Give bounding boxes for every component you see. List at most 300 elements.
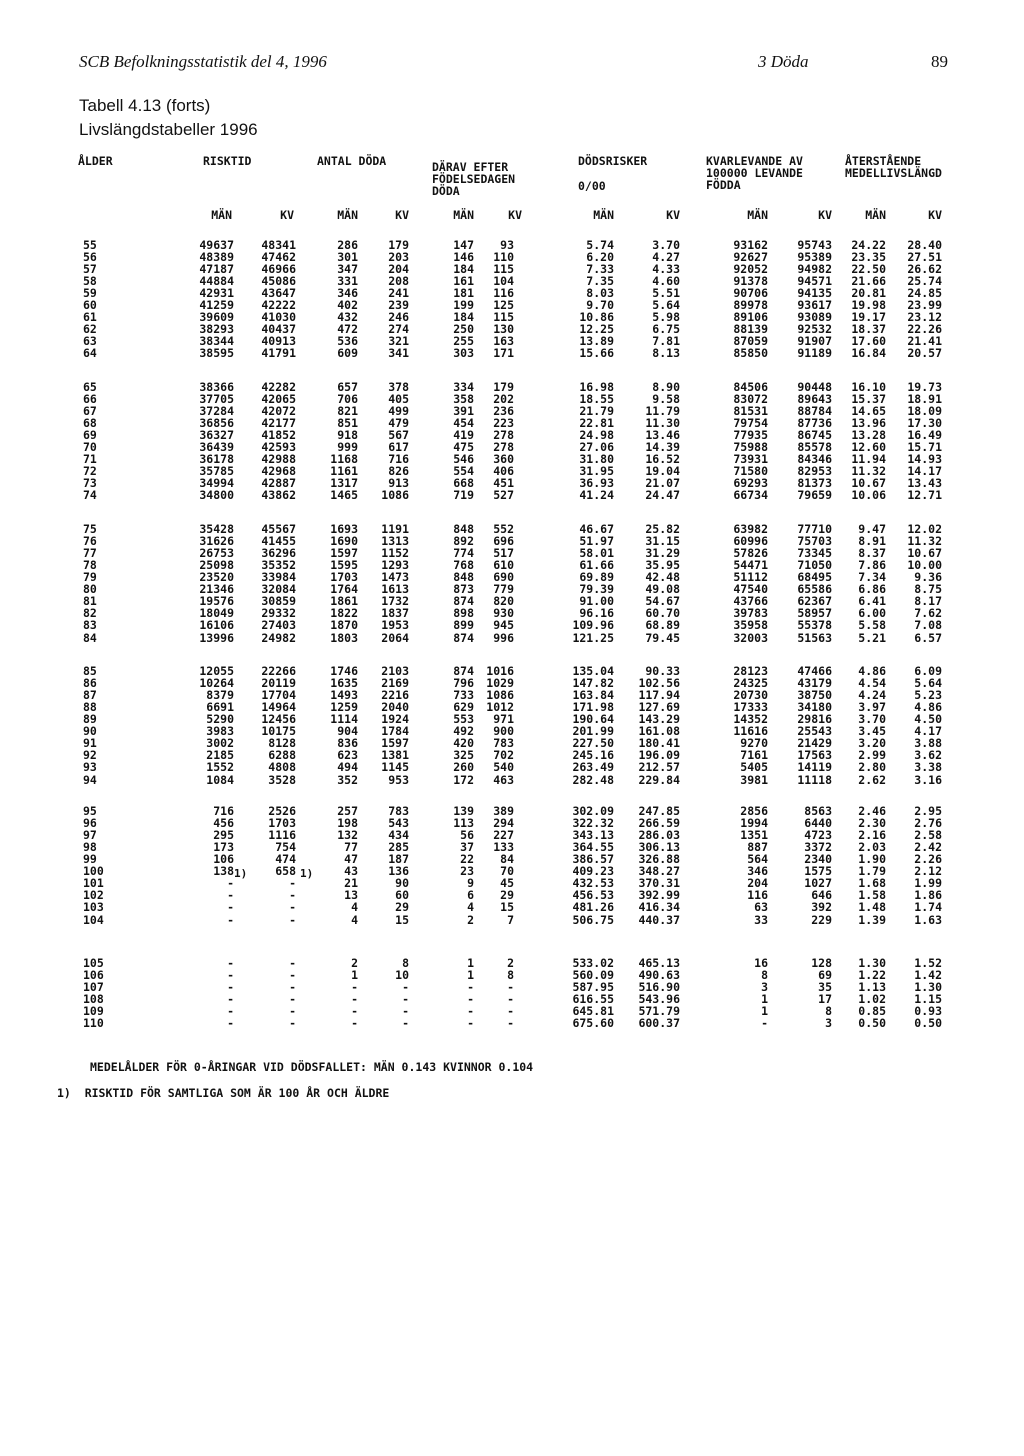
cell-ater-kv: 23.99 xyxy=(907,298,942,313)
cell-antal-man: 47 xyxy=(344,852,358,867)
cell-risktid-kv: 33984 xyxy=(261,570,296,585)
cell-antal-kv: 617 xyxy=(388,440,409,455)
cell-antal-kv: 15 xyxy=(395,912,409,927)
cell-risktid-kv: - xyxy=(289,956,296,970)
cell-darav-man: 255 xyxy=(453,334,474,349)
cell-ater-kv: 18.91 xyxy=(907,392,942,407)
cell-risktid-kv: 40437 xyxy=(261,322,296,337)
cell-ater-kv: 1.42 xyxy=(914,968,942,982)
cell-darav-man: 147 xyxy=(453,238,474,252)
cell-ater-kv: 5.64 xyxy=(914,676,942,690)
cell-kvarl-man: 32003 xyxy=(733,630,768,645)
cell-risktid-man: 31626 xyxy=(199,534,234,548)
cell-risk-man: 481.26 xyxy=(572,900,614,915)
cell-ater-man: 1.02 xyxy=(858,992,886,1007)
cell-ater-man: 11.32 xyxy=(851,464,886,479)
cell-darav-kv: 1029 xyxy=(486,676,514,690)
cell-antal-kv: 1613 xyxy=(381,582,409,597)
cell-age: 85 xyxy=(83,664,97,678)
cell-age: 109 xyxy=(83,1004,104,1019)
cell-risk-kv: 143.29 xyxy=(638,712,680,727)
cell-kvarl-man: 89978 xyxy=(733,298,768,313)
cell-ater-man: 15.37 xyxy=(851,392,886,407)
cell-ater-kv: 2.95 xyxy=(914,804,942,818)
cell-risktid-kv: 48341 xyxy=(261,238,296,252)
cell-darav-man: 6 xyxy=(467,888,474,903)
table-row xyxy=(0,632,1024,644)
cell-age: 110 xyxy=(83,1016,104,1031)
cell-age: 105 xyxy=(83,956,104,970)
cell-darav-man: 139 xyxy=(453,804,474,818)
cell-ater-kv: 1.86 xyxy=(914,888,942,903)
cell-risk-man: 135.04 xyxy=(572,664,614,678)
cell-risk-kv: 11.79 xyxy=(645,404,680,419)
cell-ater-kv: 23.12 xyxy=(907,310,942,325)
cell-antal-man: 286 xyxy=(337,238,358,252)
cell-antal-man: 402 xyxy=(337,298,358,313)
cell-risk-man: 8.03 xyxy=(586,286,614,301)
cell-antal-man: 1861 xyxy=(330,594,358,609)
cell-risk-kv: 16.52 xyxy=(645,452,680,467)
cell-darav-kv: 227 xyxy=(493,828,514,843)
cell-ater-kv: 3.16 xyxy=(914,772,942,787)
cell-age: 80 xyxy=(83,582,97,597)
cell-darav-kv: 130 xyxy=(493,322,514,337)
cell-antal-man: - xyxy=(351,992,358,1007)
cell-age: 68 xyxy=(83,416,97,431)
cell-ater-man: 2.46 xyxy=(858,804,886,818)
cell-risktid-man: 47187 xyxy=(199,262,234,277)
cell-risktid-kv: - xyxy=(289,1016,296,1031)
cell-kvarl-man: 17333 xyxy=(733,700,768,715)
cell-risktid-man: - xyxy=(227,1016,234,1031)
cell-risk-man: 46.67 xyxy=(579,522,614,536)
cell-risk-kv: 5.98 xyxy=(652,310,680,325)
cell-risk-kv: 326.88 xyxy=(638,852,680,867)
cell-risk-kv: 180.41 xyxy=(638,736,680,751)
cell-kvarl-man: 60996 xyxy=(733,534,768,548)
cell-risktid-kv: 20119 xyxy=(261,676,296,690)
cell-age: 57 xyxy=(83,262,97,277)
cell-age: 65 xyxy=(83,380,97,394)
cell-risk-man: 364.55 xyxy=(572,840,614,855)
table-row xyxy=(0,619,1024,631)
subheader-antal-kv: KV xyxy=(395,208,409,222)
cell-age: 89 xyxy=(83,712,97,727)
cell-antal-man: 1168 xyxy=(330,452,358,467)
cell-risk-kv: 600.37 xyxy=(638,1016,680,1031)
cell-ater-man: 1.30 xyxy=(858,956,886,970)
cell-antal-kv: 1152 xyxy=(381,546,409,561)
cell-ater-man: 4.54 xyxy=(858,676,886,690)
cell-darav-man: 199 xyxy=(453,298,474,313)
cell-kvarl-kv: 65586 xyxy=(797,582,832,597)
cell-antal-man: 1 xyxy=(351,968,358,982)
cell-risk-kv: 392.99 xyxy=(638,888,680,903)
cell-risk-man: 51.97 xyxy=(579,534,614,548)
cell-antal-kv: - xyxy=(402,980,409,995)
cell-antal-man: 346 xyxy=(337,286,358,301)
cell-darav-man: 848 xyxy=(453,570,474,585)
section-title: 3 Döda xyxy=(758,52,809,71)
cell-risktid-man: - xyxy=(227,912,234,927)
cell-risk-man: 69.89 xyxy=(579,570,614,585)
cell-risk-kv: 543.96 xyxy=(638,992,680,1007)
cell-ater-kv: 16.49 xyxy=(907,428,942,443)
cell-antal-man: 609 xyxy=(337,346,358,361)
cell-risk-kv: 90.33 xyxy=(645,664,680,678)
cell-ater-kv: 8.75 xyxy=(914,582,942,597)
cell-darav-kv: 463 xyxy=(493,772,514,787)
cell-age: 74 xyxy=(83,488,97,503)
cell-kvarl-man: 57826 xyxy=(733,546,768,561)
cell-ater-kv: 6.09 xyxy=(914,664,942,678)
cell-antal-man: 77 xyxy=(344,840,358,855)
cell-darav-man: 554 xyxy=(453,464,474,479)
cell-kvarl-kv: 55378 xyxy=(797,618,832,633)
cell-kvarl-kv: 87736 xyxy=(797,416,832,431)
cell-risk-man: 13.89 xyxy=(579,334,614,349)
cell-risk-man: 91.00 xyxy=(579,594,614,609)
cell-darav-man: 420 xyxy=(453,736,474,751)
cell-darav-kv: 115 xyxy=(493,262,514,277)
cell-risk-man: 121.25 xyxy=(572,630,614,645)
cell-kvarl-kv: 4723 xyxy=(804,828,832,843)
cell-risktid-man: - xyxy=(227,956,234,970)
cell-kvarl-kv: 6440 xyxy=(804,816,832,830)
cell-kvarl-kv: 43179 xyxy=(797,676,832,690)
cell-darav-kv: 690 xyxy=(493,570,514,585)
cell-ater-kv: 7.62 xyxy=(914,606,942,621)
cell-age: 100 xyxy=(83,864,104,879)
header-alder: ÅLDER xyxy=(78,154,113,168)
cell-risk-man: 616.55 xyxy=(572,992,614,1007)
cell-kvarl-man: 84506 xyxy=(733,380,768,394)
cell-ater-man: 6.41 xyxy=(858,594,886,609)
cell-kvarl-kv: 17563 xyxy=(797,748,832,763)
cell-kvarl-kv: 68495 xyxy=(797,570,832,585)
cell-kvarl-kv: 75703 xyxy=(797,534,832,548)
cell-ater-man: 8.37 xyxy=(858,546,886,561)
cell-risk-man: 587.95 xyxy=(572,980,614,995)
cell-antal-man: 536 xyxy=(337,334,358,349)
cell-antal-kv: 2103 xyxy=(381,664,409,678)
cell-risktid-man: 34994 xyxy=(199,476,234,491)
cell-kvarl-man: 39783 xyxy=(733,606,768,621)
cell-ater-man: 12.60 xyxy=(851,440,886,455)
cell-risk-kv: 14.39 xyxy=(645,440,680,455)
cell-risktid-kv: 3528 xyxy=(268,772,296,787)
cell-darav-man: 874 xyxy=(453,630,474,645)
cell-darav-kv: 945 xyxy=(493,618,514,633)
cell-risktid-man: 21346 xyxy=(199,582,234,597)
cell-kvarl-man: 24325 xyxy=(733,676,768,690)
cell-risk-man: 36.93 xyxy=(579,476,614,491)
cell-kvarl-kv: 25543 xyxy=(797,724,832,739)
cell-risktid-man: 138 xyxy=(213,864,234,879)
cell-antal-kv: 1313 xyxy=(381,534,409,548)
cell-darav-kv: 517 xyxy=(493,546,514,561)
cell-ater-kv: 2.12 xyxy=(914,864,942,879)
cell-kvarl-man: 20730 xyxy=(733,688,768,703)
cell-risktid-man: 42931 xyxy=(199,286,234,301)
cell-risk-kv: 19.04 xyxy=(645,464,680,479)
cell-kvarl-kv: 84346 xyxy=(797,452,832,467)
cell-ater-kv: 25.74 xyxy=(907,274,942,289)
cell-kvarl-kv: 94982 xyxy=(797,262,832,277)
cell-risktid-kv: 43862 xyxy=(261,488,296,503)
cell-kvarl-kv: 11118 xyxy=(797,772,832,787)
cell-antal-kv: - xyxy=(402,992,409,1007)
cell-risk-man: 227.50 xyxy=(572,736,614,751)
cell-age: 95 xyxy=(83,804,97,818)
cell-kvarl-man: 69293 xyxy=(733,476,768,491)
cell-ater-kv: 13.43 xyxy=(907,476,942,491)
footnote-mark-risktid-man: 1) xyxy=(234,867,248,880)
cell-risktid-man: 8379 xyxy=(206,688,234,703)
cell-ater-man: 6.86 xyxy=(858,582,886,597)
cell-risk-kv: 13.46 xyxy=(645,428,680,443)
cell-age: 90 xyxy=(83,724,97,739)
cell-risktid-man: 37284 xyxy=(199,404,234,419)
cell-risk-man: 302.09 xyxy=(572,804,614,818)
cell-darav-man: 9 xyxy=(467,876,474,891)
cell-age: 84 xyxy=(83,630,97,645)
cell-kvarl-kv: 47466 xyxy=(797,664,832,678)
cell-antal-kv: 1293 xyxy=(381,558,409,573)
cell-age: 56 xyxy=(83,250,97,265)
cell-kvarl-man: 35958 xyxy=(733,618,768,633)
cell-risktid-man: 35785 xyxy=(199,464,234,479)
cell-risktid-kv: 17704 xyxy=(261,688,296,703)
cell-age: 102 xyxy=(83,888,104,903)
cell-risktid-man: 106 xyxy=(213,852,234,867)
cell-darav-man: - xyxy=(467,1004,474,1019)
cell-risktid-kv: 35352 xyxy=(261,558,296,573)
table-row xyxy=(0,1017,1024,1029)
cell-risk-kv: 516.90 xyxy=(638,980,680,995)
cell-risktid-kv: - xyxy=(289,980,296,995)
cell-darav-man: 668 xyxy=(453,476,474,491)
cell-age: 98 xyxy=(83,840,97,855)
cell-antal-man: 1703 xyxy=(330,570,358,585)
cell-ater-kv: 15.71 xyxy=(907,440,942,455)
cell-risktid-man: 38344 xyxy=(199,334,234,349)
cell-ater-kv: 7.08 xyxy=(914,618,942,633)
cell-darav-kv: 696 xyxy=(493,534,514,548)
cell-kvarl-man: 887 xyxy=(747,840,768,855)
cell-ater-man: 1.39 xyxy=(858,912,886,927)
cell-risktid-kv: - xyxy=(289,876,296,891)
cell-darav-kv: 70 xyxy=(500,864,514,879)
cell-risk-kv: 490.63 xyxy=(638,968,680,982)
cell-darav-man: 2 xyxy=(467,912,474,927)
cell-kvarl-man: 54471 xyxy=(733,558,768,573)
subheader-darav-man: MÄN xyxy=(453,208,474,222)
cell-age: 87 xyxy=(83,688,97,703)
cell-antal-kv: 783 xyxy=(388,804,409,818)
cell-darav-kv: 236 xyxy=(493,404,514,419)
cell-ater-kv: 21.41 xyxy=(907,334,942,349)
header-darav-1: DÄRAV EFTER xyxy=(432,160,509,174)
cell-darav-man: 161 xyxy=(453,274,474,289)
cell-antal-man: 301 xyxy=(337,250,358,265)
cell-risktid-kv: 43647 xyxy=(261,286,296,301)
cell-ater-man: 1.13 xyxy=(858,980,886,995)
cell-antal-man: 257 xyxy=(337,804,358,818)
subheader-kvarl-kv: KV xyxy=(818,208,832,222)
cell-antal-kv: 434 xyxy=(388,828,409,843)
cell-kvarl-kv: 38750 xyxy=(797,688,832,703)
cell-ater-kv: 9.36 xyxy=(914,570,942,585)
cell-darav-kv: 116 xyxy=(493,286,514,301)
cell-risktid-man: 35428 xyxy=(199,522,234,536)
cell-ater-man: 2.30 xyxy=(858,816,886,830)
cell-kvarl-man: 33 xyxy=(754,912,768,927)
cell-antal-kv: 1381 xyxy=(381,748,409,763)
cell-darav-man: 492 xyxy=(453,724,474,739)
cell-antal-man: 999 xyxy=(337,440,358,455)
cell-risk-kv: 49.08 xyxy=(645,582,680,597)
cell-age: 88 xyxy=(83,700,97,715)
cell-darav-kv: 702 xyxy=(493,748,514,763)
cell-antal-man: 1493 xyxy=(330,688,358,703)
cell-risktid-kv: 42593 xyxy=(261,440,296,455)
cell-antal-kv: 90 xyxy=(395,876,409,891)
cell-risk-man: 18.55 xyxy=(579,392,614,407)
cell-darav-kv: 783 xyxy=(493,736,514,751)
cell-ater-man: 13.28 xyxy=(851,428,886,443)
cell-age: 86 xyxy=(83,676,97,690)
cell-darav-man: 475 xyxy=(453,440,474,455)
cell-risktid-man: 10264 xyxy=(199,676,234,690)
cell-antal-kv: 716 xyxy=(388,452,409,467)
cell-risktid-kv: 42887 xyxy=(261,476,296,491)
cell-risktid-man: 37705 xyxy=(199,392,234,407)
cell-kvarl-kv: 94135 xyxy=(797,286,832,301)
cell-kvarl-man: 564 xyxy=(747,852,768,867)
cell-antal-kv: 826 xyxy=(388,464,409,479)
cell-ater-man: 7.86 xyxy=(858,558,886,573)
cell-risk-man: 506.75 xyxy=(572,912,614,927)
cell-ater-kv: 19.73 xyxy=(907,380,942,394)
header-darav-3: DÖDA xyxy=(432,184,460,198)
cell-risktid-kv: - xyxy=(289,1004,296,1019)
cell-kvarl-man: 71580 xyxy=(733,464,768,479)
cell-risk-kv: 370.31 xyxy=(638,876,680,891)
cell-risk-man: 24.98 xyxy=(579,428,614,443)
cell-darav-kv: 610 xyxy=(493,558,514,573)
cell-risktid-man: 39609 xyxy=(199,310,234,325)
cell-risk-man: 456.53 xyxy=(572,888,614,903)
cell-risk-man: 190.64 xyxy=(572,712,614,727)
cell-risk-kv: 3.70 xyxy=(652,238,680,252)
cell-risk-kv: 7.81 xyxy=(652,334,680,349)
cell-ater-man: 21.66 xyxy=(851,274,886,289)
cell-darav-kv: 110 xyxy=(493,250,514,265)
cell-antal-man: 1161 xyxy=(330,464,358,479)
cell-darav-man: 56 xyxy=(460,828,474,843)
cell-risktid-kv: 12456 xyxy=(261,712,296,727)
cell-risktid-kv: 41791 xyxy=(261,346,296,361)
cell-antal-man: 1595 xyxy=(330,558,358,573)
cell-ater-kv: 3.88 xyxy=(914,736,942,751)
cell-antal-kv: 479 xyxy=(388,416,409,431)
cell-kvarl-man: 75988 xyxy=(733,440,768,455)
cell-darav-kv: 278 xyxy=(493,428,514,443)
cell-risk-kv: 465.13 xyxy=(638,956,680,970)
cell-ater-man: 0.50 xyxy=(858,1016,886,1031)
cell-antal-man: 472 xyxy=(337,322,358,337)
cell-age: 75 xyxy=(83,522,97,536)
cell-darav-kv: 1086 xyxy=(486,688,514,703)
cell-antal-kv: 274 xyxy=(388,322,409,337)
cell-ater-man: 22.50 xyxy=(851,262,886,277)
cell-risk-man: 409.23 xyxy=(572,864,614,879)
cell-risktid-man: 295 xyxy=(213,828,234,843)
cell-risk-kv: 247.85 xyxy=(638,804,680,818)
cell-risktid-man: 44884 xyxy=(199,274,234,289)
cell-risktid-man: 1552 xyxy=(206,760,234,775)
cell-risk-kv: 8.13 xyxy=(652,346,680,361)
cell-antal-kv: 378 xyxy=(388,380,409,394)
cell-ater-man: 18.37 xyxy=(851,322,886,337)
cell-antal-man: - xyxy=(351,980,358,995)
cell-risktid-kv: 8128 xyxy=(268,736,296,751)
cell-darav-man: 848 xyxy=(453,522,474,536)
cell-darav-kv: 552 xyxy=(493,522,514,536)
subheader-risktid-kv: KV xyxy=(280,208,294,222)
cell-risktid-man: 716 xyxy=(213,804,234,818)
cell-risktid-kv: 42065 xyxy=(261,392,296,407)
cell-antal-kv: - xyxy=(402,1004,409,1019)
cell-darav-man: 874 xyxy=(453,594,474,609)
cell-risktid-man: 12055 xyxy=(199,664,234,678)
cell-age: 61 xyxy=(83,310,97,325)
cell-ater-man: 16.10 xyxy=(851,380,886,394)
cell-risk-man: 263.49 xyxy=(572,760,614,775)
cell-darav-man: 898 xyxy=(453,606,474,621)
cell-risktid-kv: 1703 xyxy=(268,816,296,830)
subheader-risk-man: MÄN xyxy=(593,208,614,222)
cell-kvarl-man: 1351 xyxy=(740,828,768,843)
cell-darav-man: 1 xyxy=(467,956,474,970)
cell-ater-kv: 27.51 xyxy=(907,250,942,265)
cell-risktid-man: 38293 xyxy=(199,322,234,337)
cell-kvarl-man: 63982 xyxy=(733,522,768,536)
cell-darav-kv: 294 xyxy=(493,816,514,830)
cell-risk-kv: 5.64 xyxy=(652,298,680,313)
cell-darav-man: 454 xyxy=(453,416,474,431)
cell-darav-man: 768 xyxy=(453,558,474,573)
cell-kvarl-kv: 79659 xyxy=(797,488,832,503)
cell-ater-man: 11.94 xyxy=(851,452,886,467)
cell-ater-kv: 10.00 xyxy=(907,558,942,573)
cell-ater-kv: 3.38 xyxy=(914,760,942,775)
cell-risk-man: 282.48 xyxy=(572,772,614,787)
cell-antal-kv: 203 xyxy=(388,250,409,265)
cell-ater-kv: 28.40 xyxy=(907,238,942,252)
cell-ater-kv: 4.17 xyxy=(914,724,942,739)
cell-risktid-kv: - xyxy=(289,888,296,903)
cell-kvarl-man: 92627 xyxy=(733,250,768,265)
cell-risktid-kv: 22266 xyxy=(261,664,296,678)
cell-risk-kv: 416.34 xyxy=(638,900,680,915)
cell-risktid-kv: 47462 xyxy=(261,250,296,265)
cell-kvarl-man: 66734 xyxy=(733,488,768,503)
cell-antal-man: 1870 xyxy=(330,618,358,633)
cell-darav-kv: 2 xyxy=(507,956,514,970)
